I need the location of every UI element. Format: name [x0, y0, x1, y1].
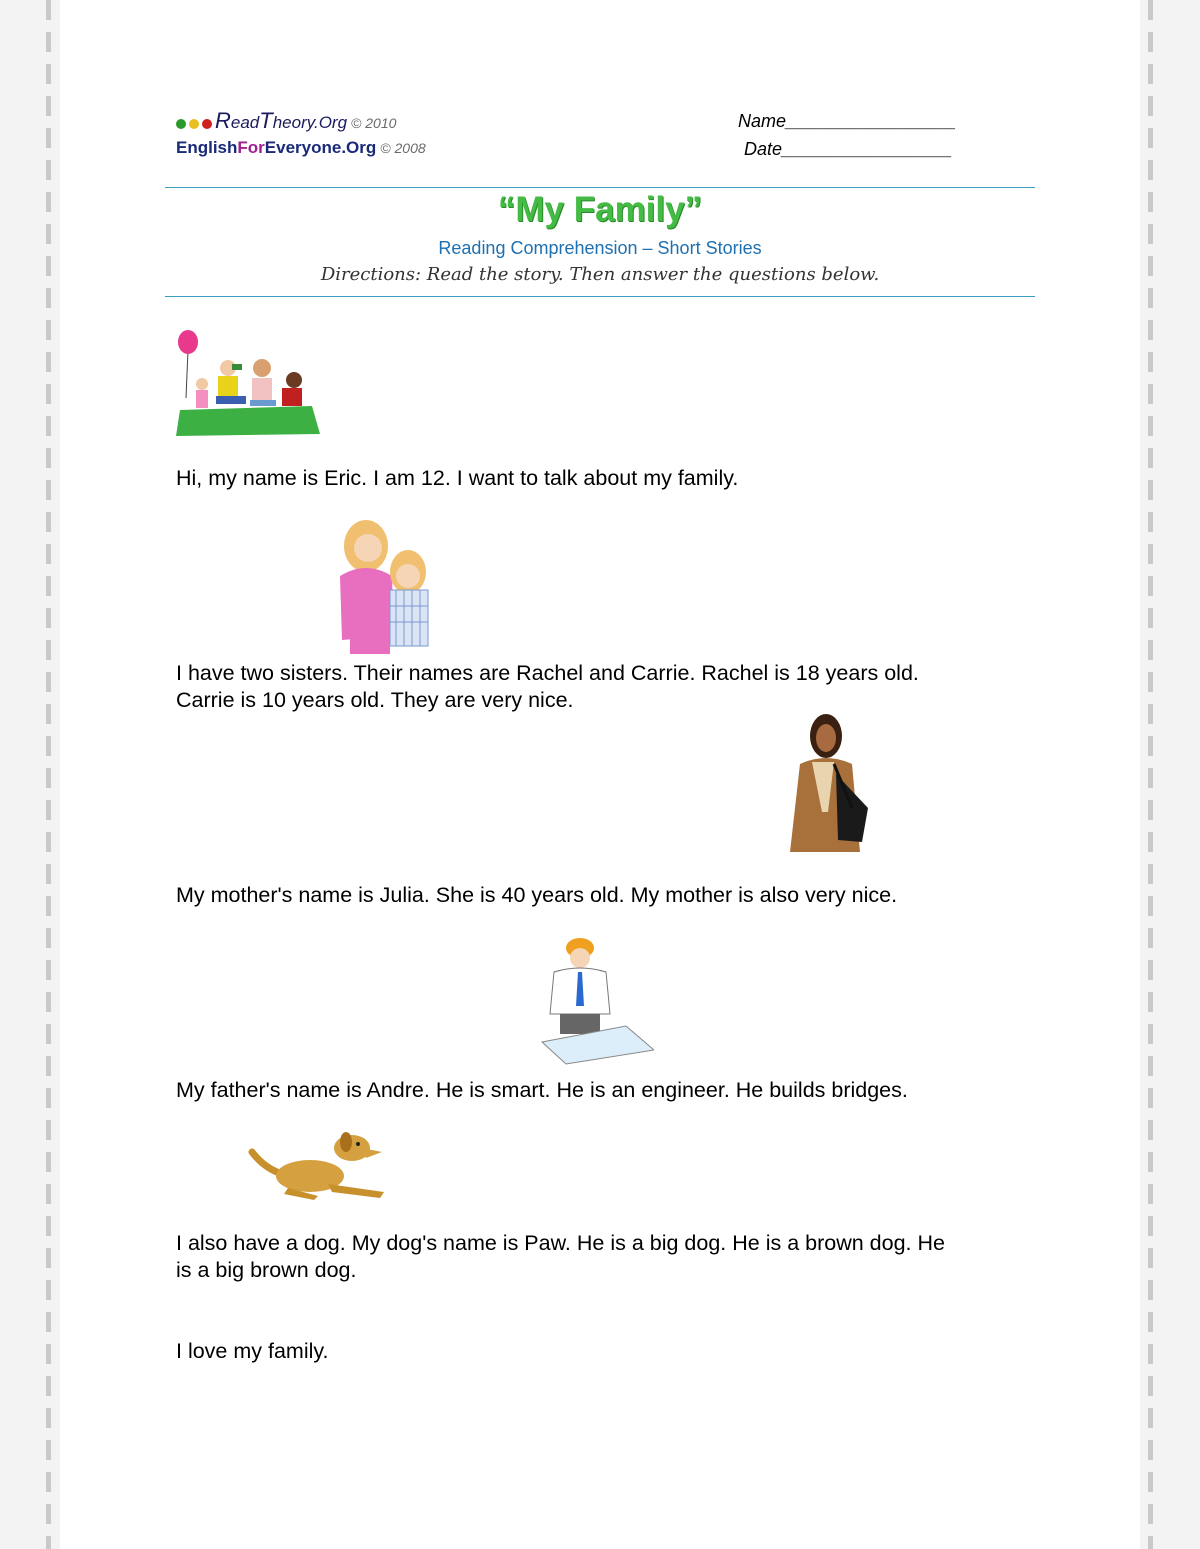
right-dashed-border	[1148, 0, 1153, 1549]
name-field[interactable]: Name_________________	[738, 111, 957, 131]
top-rule	[165, 187, 1035, 188]
directions: Directions: Read the story. Then answer the questions below.	[320, 264, 880, 285]
story-paragraph-5-line-2: is a big brown dog.	[176, 1258, 357, 1282]
story-paragraph-3: My mother's name is Julia. She is 40 years old. My mother is also very nice.	[176, 883, 898, 907]
worksheet-page	[60, 0, 1140, 1549]
brand-header	[176, 108, 426, 160]
traffic-dots-icon	[176, 111, 215, 137]
story-paragraph-6: I love my family.	[176, 1339, 329, 1363]
readtheory-brand: ReadTheory.Org © 2010	[176, 108, 426, 134]
mother-illustration	[782, 712, 874, 856]
family-picnic-illustration	[172, 328, 320, 438]
page-title: “My Family”	[497, 190, 703, 229]
story-paragraph-2-line-2: Carrie is 10 years old. They are very nice.	[176, 688, 574, 712]
story-paragraph-4: My father's name is Andre. He is smart. He is an engineer. He builds bridges.	[176, 1078, 908, 1102]
story-paragraph-5	[176, 1230, 1046, 1284]
bottom-rule	[165, 296, 1035, 297]
story-paragraph-2	[176, 660, 1046, 714]
story-paragraph-2-line-1: I have two sisters. Their names are Rachel and Carrie. Rachel is 18 years old.	[176, 661, 919, 685]
englishforeveryone-brand: EnglishForEveryone.Org © 2008	[176, 138, 426, 157]
brown-dog-illustration	[248, 1126, 388, 1206]
story-paragraph-1: Hi, my name is Eric. I am 12. I want to talk about my family.	[176, 466, 739, 490]
page-subtitle: Reading Comprehension – Short Stories	[438, 238, 762, 258]
name-date-fields	[738, 108, 956, 164]
sisters-illustration	[332, 516, 442, 656]
father-engineer-illustration	[536, 934, 654, 1070]
date-field[interactable]: Date_________________	[744, 139, 953, 159]
left-dashed-border	[46, 0, 51, 1549]
story-paragraph-5-line-1: I also have a dog. My dog's name is Paw. He is a big dog. He is a brown dog. He	[176, 1231, 945, 1255]
